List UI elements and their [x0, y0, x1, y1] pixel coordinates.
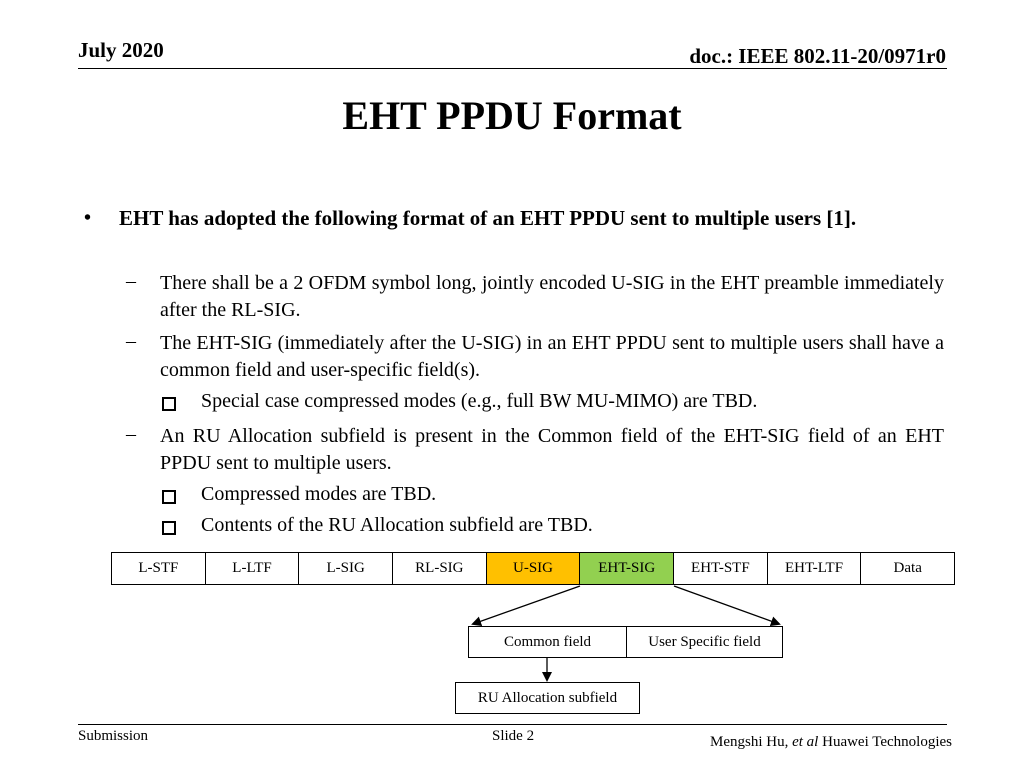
header-date: July 2020: [78, 38, 164, 62]
footer-slide-number: Slide 2: [492, 728, 535, 744]
footer-author: [710, 734, 952, 751]
footer-submission: Submission: [78, 728, 149, 744]
ppdu-field-eht-ltf: EHT-LTF: [768, 553, 862, 584]
footer-author-etal: et al: [792, 734, 819, 750]
ppdu-field-eht-sig: EHT-SIG: [580, 553, 674, 584]
sub-bullet-ehtsig: The EHT-SIG (immediately after the U-SIG) in an EHT PPDU sent to multiple users shall have a common field and user-specific field(s).: [160, 332, 944, 381]
dash-marker: –: [126, 423, 136, 445]
slide-title: EHT PPDU Format: [342, 93, 682, 138]
header-doc-number: doc.: IEEE 802.11-20/0971r0: [689, 44, 946, 68]
footer-divider: [78, 724, 947, 725]
ppdu-field-data: Data: [861, 553, 954, 584]
dash-marker: –: [126, 330, 136, 352]
common-field-box: Common field: [469, 627, 627, 657]
checkbox-bullet-icon: [162, 490, 176, 504]
footer-organization: Huawei Technologies: [818, 734, 952, 750]
sub-item-ru-contents-tbd: Contents of the RU Allocation subfield are TBD.: [201, 514, 593, 536]
arrow-to-common-field: [473, 586, 580, 624]
footer-author-name: Mengshi Hu,: [710, 734, 793, 750]
ppdu-field-l-ltf: L-LTF: [206, 553, 300, 584]
sub-item-compressed-tbd: Compressed modes are TBD.: [201, 483, 437, 505]
ru-allocation-subfield-box: RU Allocation subfield: [455, 682, 640, 714]
eht-sig-subfields: [468, 626, 783, 658]
ppdu-field-u-sig: U-SIG: [487, 553, 581, 584]
checkbox-bullet-icon: [162, 521, 176, 535]
sub-bullet-ru-allocation: An RU Allocation subfield is present in the Common field of the EHT-SIG field of an EHT PPDU sent to multiple users.: [160, 425, 944, 474]
sub-bullet-usig: There shall be a 2 OFDM symbol long, jointly encoded U-SIG in the EHT preamble immediately after the RL-SIG.: [160, 272, 944, 321]
sub-item-compressed-modes: Special case compressed modes (e.g., full BW MU-MIMO) are TBD.: [201, 390, 758, 412]
user-specific-field-box: User Specific field: [648, 633, 761, 650]
arrow-to-user-specific-field: [674, 586, 779, 624]
ppdu-field-l-stf: L-STF: [112, 553, 206, 584]
ppdu-field-eht-stf: EHT-STF: [674, 553, 768, 584]
dash-marker: –: [126, 270, 136, 292]
checkbox-bullet-icon: [162, 397, 176, 411]
ppdu-field-l-sig: L-SIG: [299, 553, 393, 584]
ppdu-field-rl-sig: RL-SIG: [393, 553, 487, 584]
header-divider: [78, 68, 947, 69]
main-bullet-text: EHT has adopted the following format of an EHT PPDU sent to multiple users [1].: [119, 206, 857, 230]
bullet-dot: •: [84, 207, 92, 229]
ppdu-format-diagram: [111, 552, 955, 585]
